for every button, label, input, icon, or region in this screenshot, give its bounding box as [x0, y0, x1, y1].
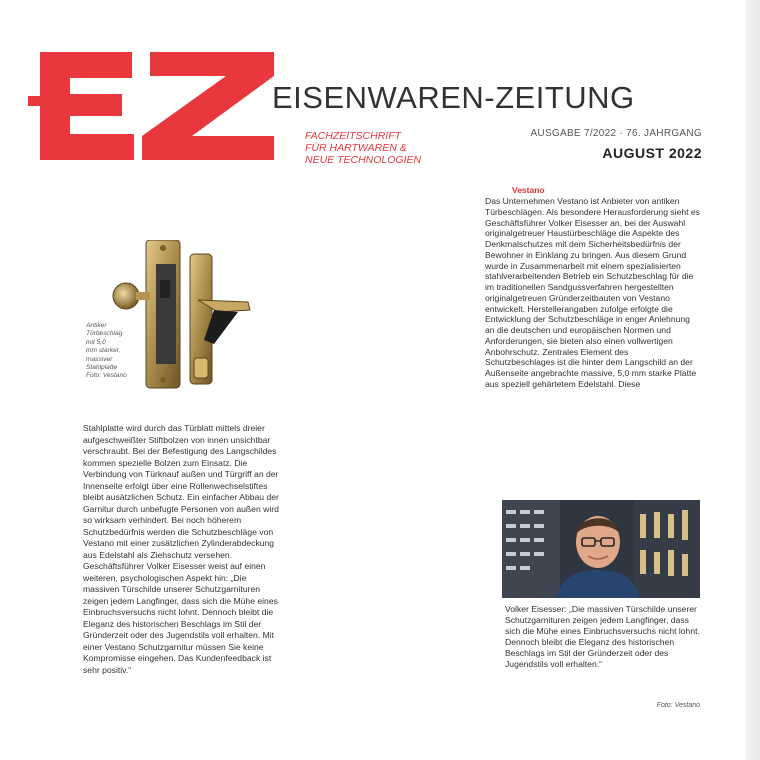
tagline-line: FACHZEITSCHRIFT — [305, 130, 402, 142]
lock-image-caption — [86, 322, 148, 381]
caption-line: Antiker — [86, 322, 107, 329]
photo-credit: Foto: Vestano — [656, 702, 700, 709]
portrait-caption: Volker Eisesser: „Die massiven Türschilde unserer Schutzgarnituren zeigen jedem Langfinger, dass sich die Mühe eines Einbruchsversuchs nicht lohnt. Dennoch bleibt die Eleganz des historischen Beschlags im Stil der Gründerzeit oder des Jugendstils voll erhalten.“ — [505, 604, 700, 669]
article-column-left: Stahlplatte wird durch das Türblatt mittels dreier aufgeschweißter Stiftbolzen von innen unsichtbar verschraubt. Bei der Befestigung des Langschildes kommen spezielle Bolzen zum Einsatz. Die Verbindung von Türknauf außen und Türgriff an der Innenseite erfolgt über eine Rollenwechselstiftes bleibt ausätzlichen Schutz. Ein einfacher Abbau der Garnitur durch unbefugte Personen von außen wird so wirksam verhindert. Bei noch höherem Schutzbedürfnis werden die Schutzbeschläge von Vestano mit einer zusätzlichen Zylinderabdeckung aus Edelstahl als Ziehschutz versehen. Geschäftsführer Volker Eisesser weist auf einen weiteren, psychologischen Aspekt hin: „Die massiven Türschilde unserer Schutzgarnituren zeigen jedem Langfinger, dass sich die Mühe eines Einbruchsversuchs nicht lohnt. Dennoch bleibt die Eleganz des historischen Beschlags im Stil der Gründerzeit oder des Jugendstils voll erhalten. Mit einer Vestano Schutzgarnitur müssen Sie keine Kompromisse eingehen. Das Kundenfeedback ist sehr positiv.“ — [83, 423, 279, 675]
caption-line: Stahlplatte — [86, 364, 118, 372]
issue-number: AUSGABE 7/2022 · 76. JAHRGANG — [530, 128, 702, 139]
article-kicker: Vestano — [512, 185, 545, 195]
caption-line: massiver — [86, 355, 113, 363]
caption-line: mit 5,0 — [86, 338, 106, 346]
caption-line: Türbeschlag — [86, 330, 123, 338]
portrait-photo — [502, 500, 700, 598]
masthead-title: EISENWAREN-ZEITUNG — [272, 80, 635, 115]
masthead-tagline — [305, 130, 421, 166]
tagline-line: FÜR HARTWAREN & — [305, 142, 407, 154]
tagline-line: NEUE TECHNOLOGIEN — [305, 154, 422, 166]
article-column-right: Das Unternehmen Vestano ist Anbieter von antiken Türbeschlägen. Als besondere Herausforderung sieht es Geschäftsführer Volker Eisesser an, bei der Auswahl originalgetreuer Haustürbeschläge die Aspekte des Denkmalschutzes mit dem Sicherheitsbedürfnis der Bewohner in Einklang zu bringen. Aus diesem Grund wurde in Zusammenarbeit mit einem spezialisierten stahlverarbeitenden Betrieb ein Schutzbeschlag für die im traditionellen Sandgussverfahren hergestellten originalgetreuen Gründerzeitbauten von Vestano entwickelt. Herstellerangaben zufolge erfolgte die Entwicklung der Schutzbeschläge in enger Anlehnung an die deutschen und europäischen Normen und Anforderungen, sie bieten also einen vollwertigen Anbohrschutz. Zentrales Element des Schutzbeschlages ist die hinter dem Langschild an der Außenseite angebrachte massive, 5,0 mm starke Platte aus speziell gehärtetem Edelstahl. Diese — [485, 196, 700, 389]
caption-line: Foto: Vestano — [86, 372, 127, 380]
page-gutter — [746, 0, 760, 760]
caption-line: mm starker, — [86, 347, 121, 355]
ez-logo — [28, 48, 278, 168]
issue-date: AUGUST 2022 — [602, 145, 702, 161]
